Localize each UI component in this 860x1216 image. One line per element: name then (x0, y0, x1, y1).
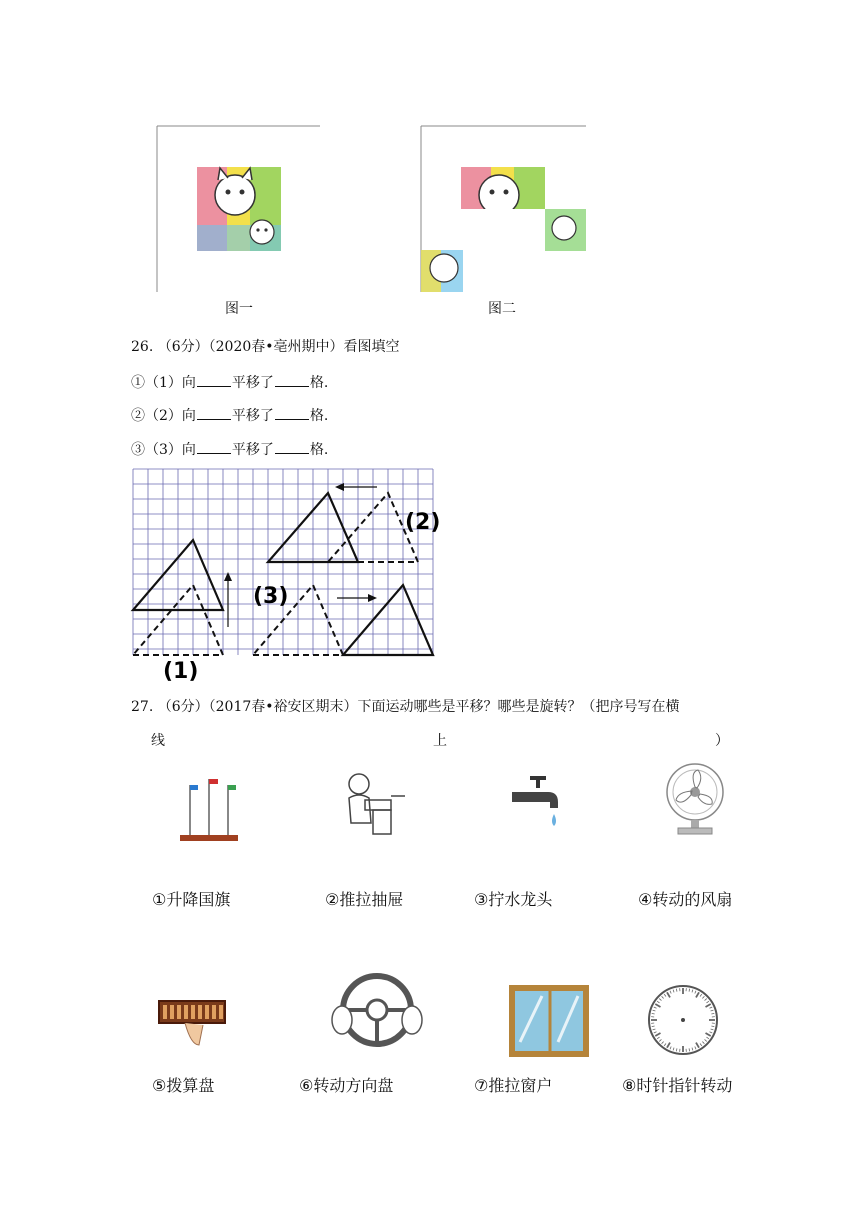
q27-score: （6分） (157, 699, 209, 715)
q26-blank-2a[interactable] (197, 405, 231, 420)
q26-heading (131, 338, 400, 356)
figure-one (150, 120, 330, 300)
q26-source: （2020春•亳州期中） (208, 339, 344, 355)
translation-grid (125, 465, 445, 685)
q26-line-3-prefix: ③（3）向 (131, 442, 196, 458)
q27-item-4: ④转动的风扇 (638, 890, 733, 909)
q26-line-3 (131, 439, 328, 459)
steering-wheel-icon (330, 970, 425, 1050)
q26-prompt: 看图填空 (343, 339, 400, 355)
q26-line-2-suffix: 格. (309, 408, 329, 424)
figure-one-caption: 图一 (225, 301, 253, 317)
q26-line-1-prefix: ①（1）向 (131, 375, 196, 391)
drawer-icon (335, 768, 410, 843)
flagpole-icon (174, 775, 244, 845)
q27-prompt: 下面运动哪些是平移？哪些是旋转？（把序号写在横 (357, 699, 680, 715)
q27-item-2: ②推拉抽屉 (325, 890, 404, 909)
figure-two-caption: 图二 (488, 301, 516, 317)
q27-item-7: ⑦推拉窗户 (474, 1076, 553, 1095)
faucet-icon (508, 770, 568, 840)
q27-heading (131, 698, 680, 716)
clock-icon (645, 982, 721, 1058)
q27-item-6: ⑥转动方向盘 (299, 1076, 394, 1095)
q26-blank-3b[interactable] (275, 439, 309, 454)
q27-prompt-2a: 线 (151, 733, 165, 749)
q26-blank-1a[interactable] (197, 372, 231, 387)
q26-number: 26. (131, 339, 154, 355)
q26-line-1 (131, 372, 328, 392)
abacus-icon (155, 995, 230, 1050)
q27-prompt-2c: ） (715, 733, 729, 749)
q26-line-2-prefix: ②（2）向 (131, 408, 196, 424)
q26-line-2-mid: 平移了 (231, 408, 274, 424)
figure-two (414, 120, 594, 300)
window-icon (506, 982, 592, 1060)
grid-label-3: (3) (253, 584, 289, 609)
q27-item-5: ⑤拨算盘 (152, 1076, 215, 1095)
q26-line-2 (131, 405, 328, 425)
q27-number: 27. (131, 699, 154, 715)
grid-label-1: (1) (163, 659, 199, 684)
q27-item-3: ③拧水龙头 (474, 890, 553, 909)
q27-prompt-2b: 上 (433, 733, 447, 749)
grid-label-2: (2) (405, 510, 441, 535)
q26-score: （6分） (157, 339, 209, 355)
q26-line-3-suffix: 格. (309, 442, 329, 458)
q26-line-3-mid: 平移了 (231, 442, 274, 458)
q27-item-1: ①升降国旗 (152, 890, 231, 909)
q26-blank-3a[interactable] (197, 439, 231, 454)
fan-icon (660, 760, 730, 840)
q26-blank-1b[interactable] (275, 372, 309, 387)
q26-line-1-suffix: 格. (309, 375, 329, 391)
q26-blank-2b[interactable] (275, 405, 309, 420)
q26-line-1-mid: 平移了 (231, 375, 274, 391)
q27-item-8: ⑧时针指针转动 (622, 1076, 733, 1095)
q27-source: （2017春•裕安区期末） (208, 699, 358, 715)
